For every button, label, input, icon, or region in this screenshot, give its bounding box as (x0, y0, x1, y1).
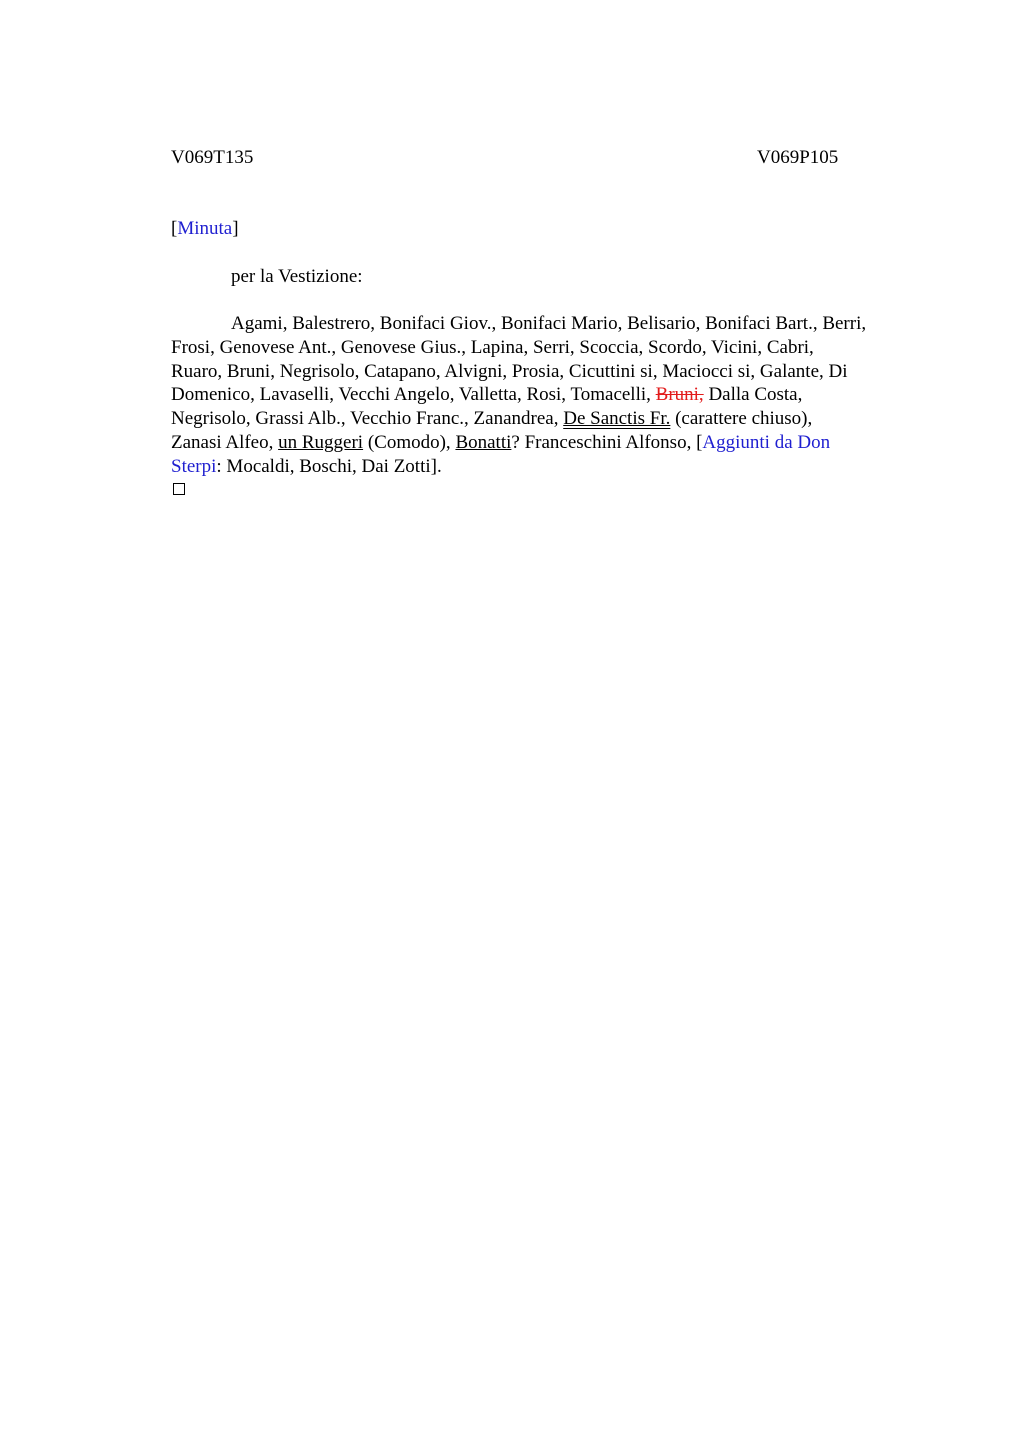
minuta-tag (171, 218, 239, 240)
tag-open-bracket: [ (171, 218, 178, 239)
double-underlined-name: De Sanctis Fr. (563, 408, 671, 430)
document-code-left: V069T135 (171, 147, 254, 168)
line-5-text-a: Negrisolo, Grassi Alb., Vecchio Franc., Zanandrea, (171, 408, 564, 430)
line-6-text-a: Zanasi Alfeo, (171, 431, 279, 453)
paragraph-line-7 (171, 455, 927, 479)
tag-label: Minuta (177, 218, 233, 239)
square-outline-icon (173, 483, 185, 495)
paragraph-line-5 (171, 407, 927, 431)
document-code-right: V069P105 (757, 147, 839, 168)
underlined-name-2: Bonatti (455, 431, 512, 453)
annotation-text-start: Aggiunti da Don (702, 431, 831, 453)
paragraph-line-6 (171, 431, 927, 455)
line-4-text-a: Domenico, Lavaselli, Vecchi Angelo, Valletta, Rosi, Tomacelli, (171, 384, 656, 406)
names-paragraph (171, 312, 927, 479)
tag-close-bracket: ] (232, 218, 239, 239)
annotation-text-end: Sterpi (171, 455, 217, 477)
paragraph-line-2: Frosi, Genovese Ant., Genovese Gius., Lapina, Serri, Scoccia, Scordo, Vicini, Cabri, (171, 336, 814, 358)
line-6-text-b: (Comodo), (363, 431, 456, 453)
line-5-text-b: (carattere chiuso), (670, 408, 813, 430)
struck-name: Bruni, (655, 384, 704, 406)
paragraph-line-3: Ruaro, Bruni, Negrisolo, Catapano, Alvigni, Prosia, Cicuttini si, Maciocci si, Galante, Di (171, 360, 848, 382)
line-7-text: : Mocaldi, Boschi, Dai Zotti]. (216, 455, 442, 477)
line-4-text-b: Dalla Costa, (703, 384, 803, 406)
underlined-name-1: un Ruggeri (278, 431, 364, 453)
paragraph-line-1: Agami, Balestrero, Bonifaci Giov., Bonifaci Mario, Belisario, Bonifaci Bart., Berri, (231, 313, 867, 334)
line-6-text-c: ? Franceschini Alfonso, [ (511, 431, 703, 453)
intro-line: per la Vestizione: (231, 266, 363, 287)
paragraph-line-4 (171, 383, 927, 407)
